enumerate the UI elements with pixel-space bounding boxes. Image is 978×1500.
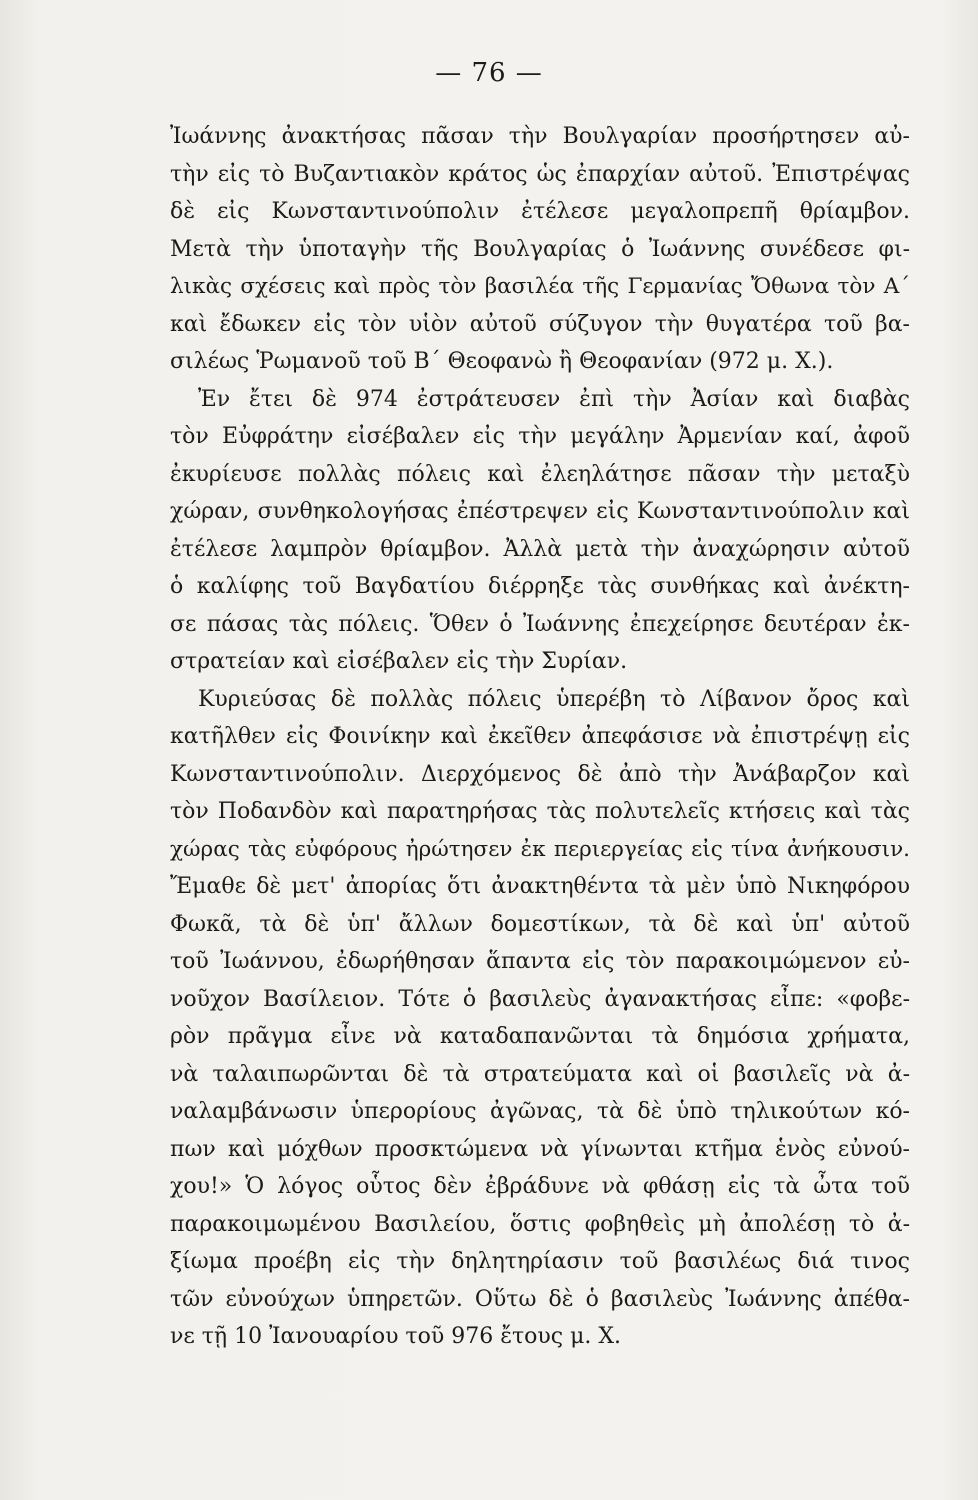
text-line: ναλαμβάνωσιν ὑπερορίους ἀγῶνας, τὰ δὲ ὑπὸ τηλικούτων κό- xyxy=(170,1099,910,1124)
text-line: Κυριεύσας δὲ πολλὰς πόλεις ὑπερέβη τὸ Λίβανον ὄρος καὶ xyxy=(198,686,910,712)
text-line: τῶν εὐνούχων ὑπηρετῶν. Οὕτω δὲ ὁ βασιλεὺς Ἰωάννης ἀπέθα- xyxy=(170,1286,910,1312)
text-line: χώραν, συνθηκολογήσας ἐπέστρεψεν εἰς Κωνσταντινούπολιν καὶ xyxy=(170,499,910,524)
text-line: σε πάσας τὰς πόλεις. Ὅθεν ὁ Ἰωάννης ἐπεχείρησε δευτέραν ἐκ- xyxy=(170,611,910,637)
body-text xyxy=(170,118,910,1356)
text-line: Ἐν ἔτει δὲ 974 ἐστράτευσεν ἐπὶ τὴν Ἀσίαν καὶ διαβὰς xyxy=(198,386,910,412)
text-line: τὸν Εὐφράτην εἰσέβαλεν εἰς τὴν μεγάλην Ἀρμενίαν καί, ἀφοῦ xyxy=(170,424,910,449)
text-line: ἐκυρίευσε πολλὰς πόλεις καὶ ἐλεηλάτησε πᾶσαν τὴν μεταξὺ xyxy=(170,461,910,487)
text-line: Ἰωάννης ἀνακτήσας πᾶσαν τὴν Βουλγαρίαν προσήρτησεν αὐ- xyxy=(170,124,910,149)
text-line: κατῆλθεν εἰς Φοινίκην καὶ ἐκεῖθεν ἀπεφάσισε νὰ ἐπιστρέψῃ εἰς xyxy=(170,724,910,749)
text-line: πων καὶ μόχθων προσκτώμενα νὰ γίνωνται κτῆμα ἑνὸς εὐνού- xyxy=(170,1136,910,1162)
text-line: ὁ καλίφης τοῦ Βαγδατίου διέρρηξε τὰς συνθήκας καὶ ἀνέκτη- xyxy=(170,574,910,599)
text-line: νὰ ταλαιπωρῶνται δὲ τὰ στρατεύματα καὶ οἱ βασιλεῖς νὰ ἀ- xyxy=(170,1061,910,1087)
text-line: ξίωμα προέβη εἰς τὴν δηλητηρίασιν τοῦ βασιλέως διά τινος xyxy=(170,1249,910,1274)
text-line: παρακοιμωμένου Βασιλείου, ὅστις φοβηθεὶς μὴ ἀπολέσῃ τὸ ἀ- xyxy=(170,1211,910,1237)
text-line: χώρας τὰς εὐφόρους ἠρώτησεν ἐκ περιεργείας εἰς τίνα ἀνήκουσιν. xyxy=(170,836,910,862)
text-line: Ἔμαθε δὲ μετ' ἀπορίας ὅτι ἀνακτηθέντα τὰ μὲν ὑπὸ Νικηφόρου xyxy=(170,874,910,899)
text-line: χου!» Ὁ λόγος οὗτος δὲν ἐβράδυνε νὰ φθάσῃ εἰς τὰ ὦτα τοῦ xyxy=(170,1174,910,1199)
text-line: Μετὰ τὴν ὑποταγὴν τῆς Βουλγαρίας ὁ Ἰωάννης συνέδεσε φι- xyxy=(170,236,910,262)
text-line: νε τῇ 10 Ἰανουαρίου τοῦ 976 ἔτους μ. Χ. xyxy=(170,1324,622,1349)
text-line: Φωκᾶ, τὰ δὲ ὑπ' ἄλλων δομεστίκων, τὰ δὲ καὶ ὑπ' αὐτοῦ xyxy=(170,911,910,937)
text-line: δὲ εἰς Κωνσταντινούπολιν ἐτέλεσε μεγαλοπρεπῆ θρίαμβον. xyxy=(170,199,910,224)
text-line: καὶ ἔδωκεν εἰς τὸν υἱὸν αὐτοῦ σύζυγον τὴν θυγατέρα τοῦ βα- xyxy=(170,311,910,337)
text-line: τὴν εἰς τὸ Βυζαντιακὸν κράτος ὡς ἐπαρχίαν αὐτοῦ. Ἐπιστρέψας xyxy=(170,161,910,187)
page-number: — 76 — xyxy=(435,58,543,88)
text-line: τοῦ Ἰωάννου, ἐδωρήθησαν ἅπαντα εἰς τὸν παρακοιμώμενον εὐ- xyxy=(170,949,910,974)
text-line: νοῦχον Βασίλειον. Τότε ὁ βασιλεὺς ἀγανακτήσας εἶπε: «φοβε- xyxy=(170,986,910,1012)
text-line: λικὰς σχέσεις καὶ πρὸς τὸν βασιλέα τῆς Γερμανίας Ὄθωνα τὸν Α΄ xyxy=(170,274,910,299)
text-line: τὸν Ποδανδὸν καὶ παρατηρήσας τὰς πολυτελεῖς κτήσεις καὶ τὰς xyxy=(170,799,910,824)
text-line: ρὸν πρᾶγμα εἶνε νὰ καταδαπανῶνται τὰ δημόσια χρήματα, xyxy=(170,1024,910,1049)
text-line: Κωνσταντινούπολιν. Διερχόμενος δὲ ἀπὸ τὴν Ἀνάβαρζον καὶ xyxy=(170,761,910,787)
text-line: στρατείαν καὶ εἰσέβαλεν εἰς τὴν Συρίαν. xyxy=(170,649,628,674)
text-line: ἐτέλεσε λαμπρὸν θρίαμβον. Ἀλλὰ μετὰ τὴν ἀναχώρησιν αὐτοῦ xyxy=(170,536,910,562)
text-line: σιλέως Ῥωμανοῦ τοῦ Β΄ Θεοφανὼ ἢ Θεοφανίαν (972 μ. Χ.). xyxy=(170,349,834,374)
